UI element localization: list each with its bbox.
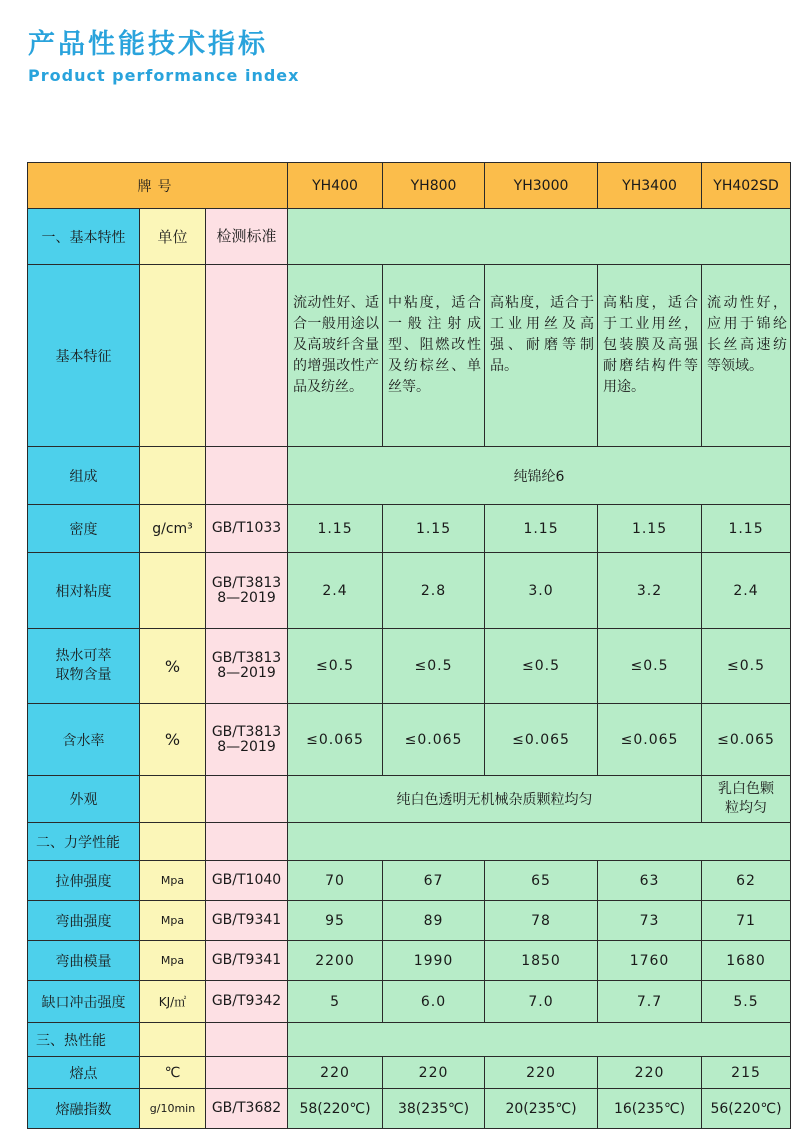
row-label: 密度 xyxy=(28,505,140,553)
section2-row xyxy=(28,823,791,861)
grade-cell: YH400 xyxy=(288,163,383,209)
page-title: 产品性能技术指标 xyxy=(28,29,268,60)
value-cell: 3.2 xyxy=(598,553,702,629)
value-cell: 62 xyxy=(702,861,791,901)
value-cell: 1760 xyxy=(598,941,702,981)
unit-cell: Mpa xyxy=(140,901,206,941)
row-label: 弯曲模量 xyxy=(28,941,140,981)
value-cell: ≤0.5 xyxy=(383,629,485,704)
section2-title: 二、力学性能 xyxy=(28,823,140,861)
unit-header: 单位 xyxy=(140,209,206,265)
row-label: 熔点 xyxy=(28,1057,140,1089)
row-label: 拉伸强度 xyxy=(28,861,140,901)
section3-title: 三、热性能 xyxy=(28,1023,140,1057)
row-label: 外观 xyxy=(28,776,140,823)
header-row xyxy=(28,163,791,209)
value-cell: 1.15 xyxy=(383,505,485,553)
unit-cell: Mpa xyxy=(140,941,206,981)
flex-modulus-row xyxy=(28,941,791,981)
standard-cell: GB/T3813 8—2019 xyxy=(206,553,288,629)
grade-cell: YH3000 xyxy=(485,163,598,209)
value-cell: 56(220℃) xyxy=(702,1089,791,1129)
standard-cell: GB/T9341 xyxy=(206,941,288,981)
viscosity-row xyxy=(28,553,791,629)
composition-value: 纯锦纶6 xyxy=(288,447,791,505)
performance-table xyxy=(27,162,791,1129)
section2-fill xyxy=(288,823,791,861)
standard-cell: GB/T1040 xyxy=(206,861,288,901)
value-cell: 1850 xyxy=(485,941,598,981)
appearance-value-last: 乳白色颗 粒均匀 xyxy=(702,776,791,823)
value-cell: 215 xyxy=(702,1057,791,1089)
value-cell: 7.0 xyxy=(485,981,598,1023)
value-cell: 65 xyxy=(485,861,598,901)
value-cell: 5.5 xyxy=(702,981,791,1023)
value-cell: 6.0 xyxy=(383,981,485,1023)
appearance-value: 纯白色透明无机械杂质颗粒均匀 xyxy=(288,776,702,823)
unit-cell: g/cm³ xyxy=(140,505,206,553)
feature-cell: 流动性好、适合一般用途以及高玻纤含量的增强改性产品及纺丝。 xyxy=(288,265,383,447)
standard-cell xyxy=(206,265,288,447)
value-cell: 2.4 xyxy=(702,553,791,629)
value-cell: ≤0.065 xyxy=(702,704,791,776)
value-cell: 220 xyxy=(383,1057,485,1089)
appearance-row xyxy=(28,776,791,823)
section1-fill xyxy=(288,209,791,265)
value-cell: ≤0.065 xyxy=(485,704,598,776)
unit-cell xyxy=(140,265,206,447)
section3-fill xyxy=(288,1023,791,1057)
value-cell: 67 xyxy=(383,861,485,901)
tensile-row xyxy=(28,861,791,901)
value-cell: 220 xyxy=(598,1057,702,1089)
extractables-row xyxy=(28,629,791,704)
value-cell: 1.15 xyxy=(485,505,598,553)
section1-title: 一、基本特性 xyxy=(28,209,140,265)
value-cell: 2.4 xyxy=(288,553,383,629)
composition-row xyxy=(28,447,791,505)
unit-cell xyxy=(140,776,206,823)
value-cell: 16(235℃) xyxy=(598,1089,702,1129)
value-cell: 5 xyxy=(288,981,383,1023)
unit-cell: ℃ xyxy=(140,1057,206,1089)
grade-cell: YH800 xyxy=(383,163,485,209)
unit-cell: Mpa xyxy=(140,861,206,901)
unit-cell xyxy=(140,823,206,861)
standard-cell: GB/T1033 xyxy=(206,505,288,553)
standard-cell: GB/T9341 xyxy=(206,901,288,941)
unit-cell: KJ/㎡ xyxy=(140,981,206,1023)
standard-cell: GB/T3682 xyxy=(206,1089,288,1129)
unit-cell: % xyxy=(140,629,206,704)
standard-cell xyxy=(206,1023,288,1057)
value-cell: ≤0.5 xyxy=(598,629,702,704)
row-label: 弯曲强度 xyxy=(28,901,140,941)
row-label: 相对粘度 xyxy=(28,553,140,629)
features-row xyxy=(28,265,791,447)
standard-cell xyxy=(206,776,288,823)
row-label: 组成 xyxy=(28,447,140,505)
melt-index-row xyxy=(28,1089,791,1129)
row-label: 基本特征 xyxy=(28,265,140,447)
standard-cell xyxy=(206,823,288,861)
value-cell: 73 xyxy=(598,901,702,941)
unit-cell xyxy=(140,447,206,505)
value-cell: ≤0.065 xyxy=(383,704,485,776)
grade-cell: YH3400 xyxy=(598,163,702,209)
value-cell: ≤0.5 xyxy=(485,629,598,704)
value-cell: 1.15 xyxy=(702,505,791,553)
row-label: 热水可萃 取物含量 xyxy=(28,629,140,704)
standard-cell: GB/T9342 xyxy=(206,981,288,1023)
value-cell: 89 xyxy=(383,901,485,941)
value-cell: 63 xyxy=(598,861,702,901)
value-cell: 70 xyxy=(288,861,383,901)
row-label: 缺口冲击强度 xyxy=(28,981,140,1023)
value-cell: 7.7 xyxy=(598,981,702,1023)
grade-cell: YH402SD xyxy=(702,163,791,209)
impact-row xyxy=(28,981,791,1023)
value-cell: 2200 xyxy=(288,941,383,981)
standard-cell: GB/T3813 8—2019 xyxy=(206,704,288,776)
grade-label: 牌号 xyxy=(28,163,288,209)
standard-cell: GB/T3813 8—2019 xyxy=(206,629,288,704)
value-cell: 20(235℃) xyxy=(485,1089,598,1129)
value-cell: 58(220℃) xyxy=(288,1089,383,1129)
flex-strength-row xyxy=(28,901,791,941)
feature-cell: 高粘度，适合于工业用丝，包装膜及高强耐磨结构件等用途。 xyxy=(598,265,702,447)
value-cell: ≤0.065 xyxy=(288,704,383,776)
value-cell: 220 xyxy=(288,1057,383,1089)
feature-cell: 中粘度，适合一般注射成型、阻燃改性及纺棕丝、单丝等。 xyxy=(383,265,485,447)
value-cell: 2.8 xyxy=(383,553,485,629)
standard-cell xyxy=(206,447,288,505)
value-cell: 1990 xyxy=(383,941,485,981)
unit-cell xyxy=(140,553,206,629)
value-cell: 78 xyxy=(485,901,598,941)
row-label: 含水率 xyxy=(28,704,140,776)
value-cell: 95 xyxy=(288,901,383,941)
feature-cell: 流动性好，应用于锦纶长丝高速纺等领域。 xyxy=(702,265,791,447)
value-cell: 71 xyxy=(702,901,791,941)
standard-cell xyxy=(206,1057,288,1089)
density-row xyxy=(28,505,791,553)
value-cell: 1680 xyxy=(702,941,791,981)
melting-point-row xyxy=(28,1057,791,1089)
value-cell: 220 xyxy=(485,1057,598,1089)
value-cell: 1.15 xyxy=(288,505,383,553)
value-cell: ≤0.5 xyxy=(288,629,383,704)
standard-header: 检测标准 xyxy=(206,209,288,265)
row-label: 熔融指数 xyxy=(28,1089,140,1129)
value-cell: 1.15 xyxy=(598,505,702,553)
value-cell: ≤0.5 xyxy=(702,629,791,704)
value-cell: 3.0 xyxy=(485,553,598,629)
value-cell: ≤0.065 xyxy=(598,704,702,776)
unit-cell: g/10min xyxy=(140,1089,206,1129)
page-subtitle: Product performance index xyxy=(28,66,300,85)
unit-cell: % xyxy=(140,704,206,776)
value-cell: 38(235℃) xyxy=(383,1089,485,1129)
moisture-row xyxy=(28,704,791,776)
unit-cell xyxy=(140,1023,206,1057)
section3-row xyxy=(28,1023,791,1057)
feature-cell: 高粘度，适合于工业用丝及高强、耐磨等制品。 xyxy=(485,265,598,447)
section1-row xyxy=(28,209,791,265)
